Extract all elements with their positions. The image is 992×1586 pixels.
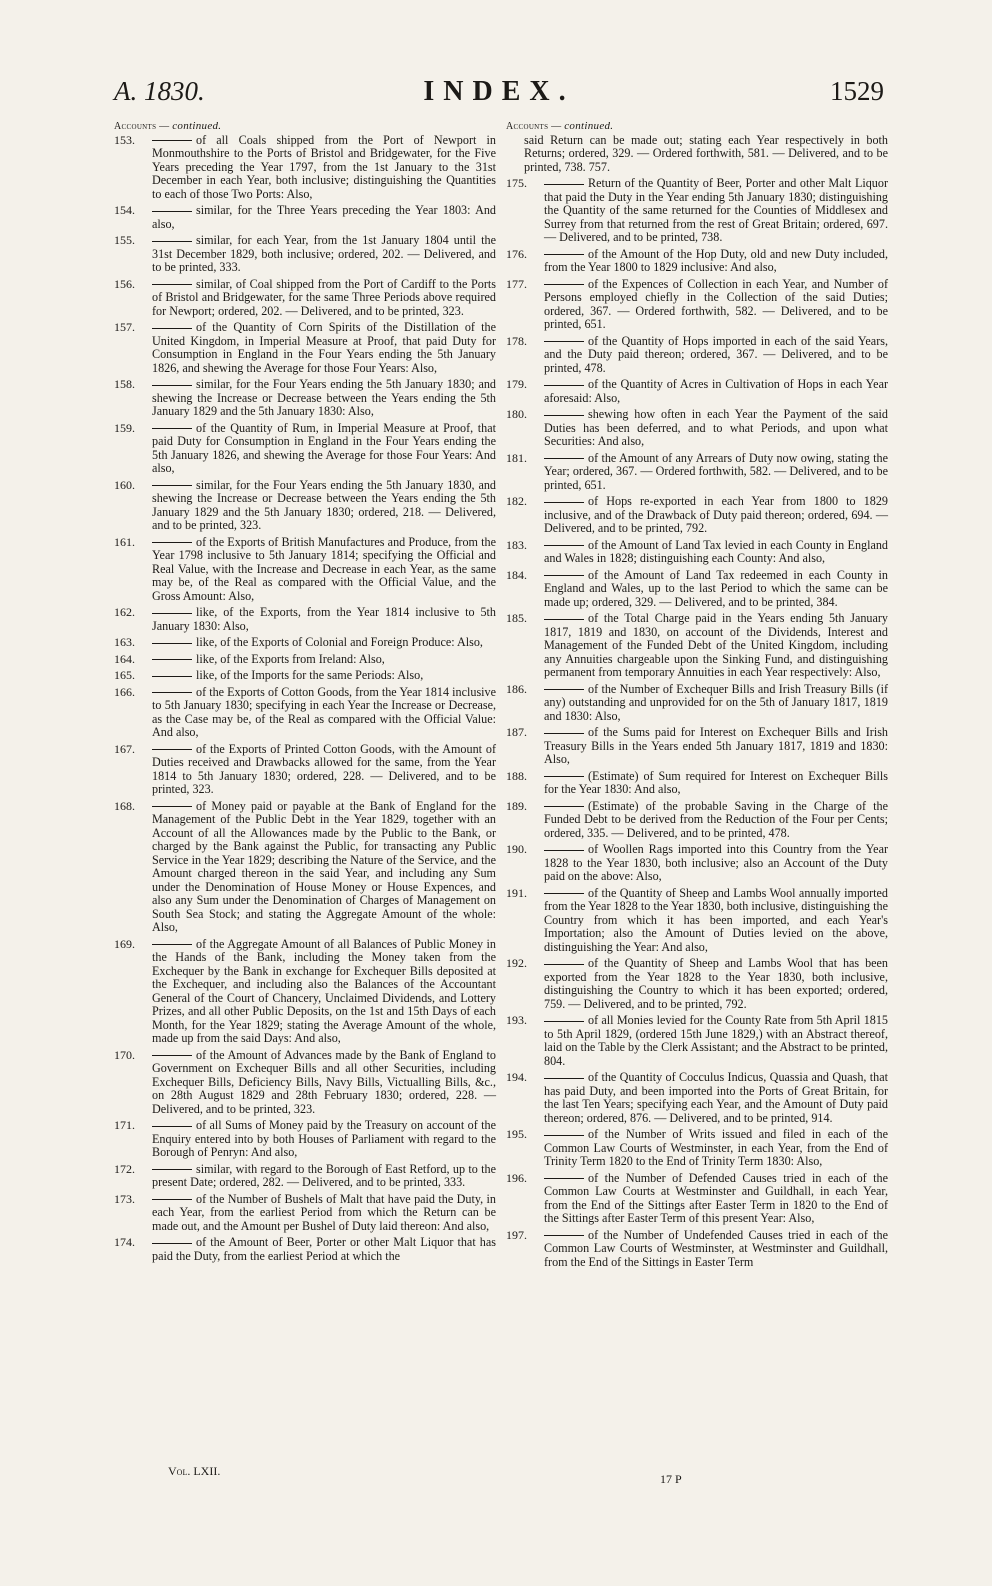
entry-number: 175.: [506, 176, 527, 190]
entry-text: [152, 686, 496, 740]
entry-number: 180.: [506, 407, 527, 421]
ditto-rule: [544, 964, 584, 965]
entry-description: of the Exports of British Manufactures and Produce, from the Year 1798 inclusive to 5th January 1814; specifying the Official and Real Value, with the Increase and Decrease in each Year, as the same may be, of the Real as compared with the Official Value, and the Gross Amount: Also,: [152, 534, 496, 603]
entry-description: similar, of Coal shipped from the Port of Cardiff to the Ports of Bristol and Bridgewater, for the same Three Periods above required for Newport; ordered, 202. — Delivered, and to be printed, 323.: [152, 276, 496, 318]
entry-description: of the Quantity of Corn Spirits of the Distillation of the United Kingdom, in Imperial Measure at Proof, that paid Duty for Consumption in England in the Four Years ending the 5th January 1826, and shewing the Average for those Four Years: Also,: [152, 320, 496, 375]
entry-description: similar, for the Three Years preceding the Year 1803: And also,: [152, 203, 496, 231]
entry-text: [544, 957, 888, 1011]
entry-text: [152, 422, 496, 476]
ditto-rule: [152, 1055, 192, 1056]
ditto-rule: [544, 502, 584, 503]
entry-number: 188.: [506, 768, 527, 783]
entry-text: [544, 726, 888, 767]
index-entry: [506, 887, 888, 955]
ditto-rule: [152, 692, 192, 693]
entry-description: of the Sums paid for Interest on Exchequer Bills and Irish Treasury Bills in the Years ended 5th January 1817, 1819 and 1830: Also,: [544, 725, 888, 766]
entry-text: [152, 800, 496, 935]
entry-number: 174.: [114, 1235, 135, 1249]
entry-number: 173.: [114, 1191, 135, 1206]
entry-description: of Woollen Rags imported into this Country from the Year 1828 to the Year 1830, both inclusive; also an Account of the Duty paid on the above: Also,: [544, 842, 888, 883]
entry-text: [152, 536, 496, 604]
entry-number: 167.: [114, 741, 135, 756]
index-entry: [506, 539, 888, 566]
ditto-rule: [152, 485, 192, 486]
entry-number: 186.: [506, 681, 527, 696]
index-entry: [114, 234, 496, 275]
index-entry: [114, 278, 496, 319]
index-entry: [114, 321, 496, 375]
entry-description: of the Quantity of Rum, in Imperial Measure at Proof, that paid Duty for Consumption in England in the Four Years ending the 5th January 1826, and shewing the Average for those Four Years: And also,: [152, 420, 496, 475]
entry-description: of the Number of Writs issued and filed in each of the Common Law Courts of Westminster, in each Year, from the End of Trinity Term 1820 to the End of Trinity Term 1830: Also,: [544, 1127, 888, 1168]
entry-number: 195.: [506, 1127, 527, 1141]
index-entry: [506, 452, 888, 493]
entry-description: of the Quantity of Cocculus Indicus, Quassia and Quash, that has paid Duty, and been imported into the Ports of Great Britain, for the last Ten Years; specifying each Year, and the Amount of Duty paid thereon; ordered, 876. — Delivered, and to be printed, 914.: [544, 1070, 888, 1125]
index-entry: [506, 770, 888, 797]
ditto-rule: [544, 1235, 584, 1236]
entry-number: 193.: [506, 1013, 527, 1027]
entry-description: like, of the Exports of Colonial and Foreign Produce: Also,: [196, 635, 483, 649]
ditto-rule: [152, 284, 192, 285]
ditto-rule: [544, 1078, 584, 1079]
index-entry: [506, 1172, 888, 1226]
entry-description: similar, for each Year, from the 1st January 1804 until the 31st December 1829, both inclusive; ordered, 202. — Delivered, and to be printed, 333.: [152, 233, 496, 274]
entry-number: 158.: [114, 377, 135, 391]
entry-description: of all Monies levied for the County Rate from 5th April 1815 to 5th April 1829, (ordered 15th June 1829,) with an Abstract thereof, laid on the Table by the Clerk Assistant; and the Abstract to be printed, 804.: [544, 1013, 888, 1068]
right-column: [506, 120, 888, 1272]
ditto-rule: [544, 733, 584, 734]
entry-text: [544, 335, 888, 376]
ditto-rule: [544, 619, 584, 620]
entry-text: [544, 887, 888, 955]
index-entry: [506, 957, 888, 1011]
entry-text: [544, 1128, 888, 1169]
entry-text: [544, 278, 888, 332]
entry-description: of the Exports of Cotton Goods, from the Year 1814 inclusive to 5th January 1830; specifying in each Year the Increase or Decrease, as the Case may be, of the Real as compared with the Official Value: And also,: [152, 684, 496, 739]
entry-description: of the Number of Undefended Causes tried in each of the Common Law Courts of Westminster, at Westminster and Guildhall, from the End of the Sittings in Easter Term: [544, 1227, 888, 1269]
entry-number: 176.: [506, 246, 527, 261]
left-column: [114, 120, 496, 1266]
entry-description: of the Amount of any Arrears of Duty now owing, stating the Year; ordered, 367. — Ordered forthwith, 582. — Delivered, and to be printed, 651.: [544, 450, 888, 492]
entry-description: (Estimate) of Sum required for Interest on Exchequer Bills for the Year 1830: And also,: [544, 768, 888, 796]
entry-description: of Money paid or payable at the Bank of England for the Management of the Public Debt in the Year 1829, together with an Account of all the Allowances made by the Public to the Bank, or charged by the Bank against the Public, for transacting any Public Service in the Year 1829; describing the Nature of the Service, and the Amount charged thereon in the said Year, and including any Sum under the Denomination of House Money or House Expences, and also any Sum under the Denomination of Charges of Management on South Sea Stock; and stating the Aggregate Amount of the whole: Also,: [152, 798, 496, 934]
entry-text: [152, 1049, 496, 1117]
entry-number: 168.: [114, 798, 135, 813]
index-entry: [506, 408, 888, 449]
index-entry: [114, 134, 496, 202]
entry-text: [544, 1172, 888, 1226]
index-entry: [114, 1193, 496, 1234]
entry-number: 172.: [114, 1161, 135, 1176]
entry-number: 160.: [114, 477, 135, 492]
ditto-rule: [152, 328, 192, 329]
index-entry: [114, 204, 496, 231]
continued-heading: Accounts — continued.: [506, 120, 614, 132]
entry-description: of Hops re-exported in each Year from 1800 to 1829 inclusive, and of the Drawback of Duty paid thereon; ordered, 694. — Delivered, and to be printed, 792.: [544, 494, 888, 535]
entry-description: of the Exports of Printed Cotton Goods, with the Amount of Duties received and Drawbacks allowed for the same, from the Year 1814 to 5th January 1830; ordered, 228. — Delivered, and to be printed, 323.: [152, 741, 496, 796]
entry-description: of the Amount of Advances made by the Bank of England to Government on Exchequer Bills and all other Securities, including Exchequer Bills, Deficiency Bills, Navy Bills, Victualling Bills, &c., on 28th August 1829 and 28th February 1830; ordered, 228. — Delivered, and to be printed, 323.: [152, 1047, 496, 1116]
ditto-rule: [544, 415, 584, 416]
entry-number: 189.: [506, 798, 527, 813]
entry-text: [544, 1014, 888, 1068]
index-entry: [114, 422, 496, 476]
entry-text: [152, 321, 496, 375]
ditto-rule: [152, 241, 192, 242]
entry-text: [544, 683, 888, 724]
index-entry: [114, 669, 496, 683]
ditto-rule: [544, 806, 584, 807]
entry-description: of the Number of Exchequer Bills and Irish Treasury Bills (if any) outstanding and unprovided for on the 5th of January 1817, 1819 and 1830: Also,: [544, 681, 888, 723]
volume-label: Vol. LXII.: [168, 1464, 221, 1478]
entry-description: of the Total Charge paid in the Years ending 5th January 1817, 1819 and 1830, on account of the Dividends, Interest and Management of the Funded Debt of the United Kingdom, including any Annuities chargeable upon the Sinking Fund, and distinguishing permanent from temporary Annuities in each Year respectively: Also,: [544, 611, 888, 679]
ditto-rule: [152, 542, 192, 543]
index-entry: [114, 1119, 496, 1160]
index-entry: [506, 1071, 888, 1125]
entry-description: of the Amount of the Hop Duty, old and new Duty included, from the Year 1800 to 1829 inclusive: And also,: [544, 246, 888, 274]
ditto-rule: [544, 575, 584, 576]
continued-heading: Accounts — continued.: [114, 120, 222, 132]
entry-text: [544, 1229, 888, 1270]
entry-number: 191.: [506, 885, 527, 900]
index-entry: [114, 1049, 496, 1117]
ditto-rule: [152, 676, 192, 677]
header-title: INDEX.: [423, 76, 575, 107]
entry-text: [152, 1163, 496, 1190]
entry-number: 179.: [506, 377, 527, 391]
entry-number: 155.: [114, 233, 135, 247]
index-entry: [114, 479, 496, 533]
entry-number: 177.: [506, 276, 527, 291]
ditto-rule: [544, 254, 584, 255]
entry-number: 181.: [506, 450, 527, 465]
entry-number: 154.: [114, 203, 135, 217]
index-entry: [506, 1014, 888, 1068]
entry-description: Return of the Quantity of Beer, Porter and other Malt Liquor that paid the Duty in the Year ending 5th January 1830; distinguishing the Quantity of the same returned for the Counties of Middlesex and Surrey from that returned from the rest of Great Britain; ordered, 697. — Delivered, and to be printed, 738.: [544, 176, 888, 244]
entry-number: 169.: [114, 936, 135, 951]
entry-text: [544, 248, 888, 275]
entry-number: 170.: [114, 1047, 135, 1062]
ditto-rule: [544, 893, 584, 894]
index-entry: [114, 743, 496, 797]
entry-number: 197.: [506, 1227, 527, 1242]
ditto-rule: [544, 385, 584, 386]
entry-text: [152, 479, 496, 533]
signature-mark: 17 P: [660, 1472, 682, 1486]
entry-text: [544, 378, 888, 405]
entry-number: 153.: [114, 132, 135, 147]
index-entry: [114, 800, 496, 935]
carry-over-text: said Return can be made out; stating each Year respectively in both Returns; ordered, 329. — Ordered forthwith, 581. — Delivered, and to be printed, 738. 757.: [524, 132, 888, 174]
entry-number: 171.: [114, 1118, 135, 1132]
entry-text: [152, 606, 496, 633]
ditto-rule: [544, 850, 584, 851]
entry-text: [152, 938, 496, 1046]
entry-number: 161.: [114, 534, 135, 549]
ditto-rule: [544, 458, 584, 459]
entry-description: similar, with regard to the Borough of East Retford, up to the present Date; ordered, 282. — Delivered, and to be printed, 333.: [152, 1161, 496, 1189]
entry-text: [152, 1193, 496, 1234]
ditto-rule: [152, 659, 192, 660]
ditto-rule: [152, 1169, 192, 1170]
index-entry: [114, 1236, 496, 1263]
index-entry: [506, 248, 888, 275]
header-year: A. 1830.: [114, 76, 205, 106]
entry-description: of the Amount of Land Tax levied in each County in England and Wales in 1828; distinguishing each County: And also,: [544, 537, 888, 565]
entry-description: of the Amount of Beer, Porter or other Malt Liquor that has paid the Duty, from the earliest Period at which the: [152, 1235, 496, 1263]
ditto-rule: [544, 184, 584, 185]
page-header: [114, 76, 884, 116]
index-entry: [114, 1163, 496, 1190]
entry-number: 183.: [506, 537, 527, 552]
index-entry: [114, 653, 496, 667]
ditto-rule: [544, 1178, 584, 1179]
entry-text: [152, 234, 496, 275]
entry-number: 182.: [506, 494, 527, 508]
entry-text: [152, 743, 496, 797]
header-page-number: 1529: [830, 76, 884, 106]
entry-number: 157.: [114, 320, 135, 334]
ditto-rule: [152, 1199, 192, 1200]
ditto-rule: [152, 1243, 192, 1244]
entry-number: 163.: [114, 635, 135, 649]
entry-number: 162.: [114, 605, 135, 619]
entry-text: [152, 636, 496, 650]
ditto-rule: [152, 140, 192, 141]
index-entry: [506, 278, 888, 332]
entry-description: like, of the Exports, from the Year 1814 inclusive to 5th January 1830: Also,: [152, 605, 496, 633]
entry-text: [152, 653, 496, 667]
entry-text: [152, 669, 496, 683]
entry-description: of the Quantity of Hops imported in each of the said Years, and the Duty paid thereon; ordered, 367. — Delivered, and to be printed, 478.: [544, 333, 888, 375]
ditto-rule: [544, 689, 584, 690]
entry-text: [152, 278, 496, 319]
index-entry: [114, 536, 496, 604]
entry-number: 164.: [114, 651, 135, 666]
ditto-rule: [152, 944, 192, 945]
entry-description: similar, for the Four Years ending the 5th January 1830, and shewing the Increase or Decrease between the Years ending the 5th January 1829 and the 5th January 1830; ordered, 218. — Delivered, and to be printed, 323.: [152, 477, 496, 532]
ditto-rule: [152, 211, 192, 212]
entry-number: 185.: [506, 611, 527, 625]
entry-number: 190.: [506, 842, 527, 856]
entry-number: 192.: [506, 956, 527, 970]
entry-text: [544, 177, 888, 245]
index-entry: [506, 378, 888, 405]
ditto-rule: [544, 284, 584, 285]
entry-number: 159.: [114, 420, 135, 435]
ditto-rule: [544, 776, 584, 777]
index-entry: [506, 800, 888, 841]
entry-description: of the Number of Bushels of Malt that have paid the Duty, in each Year, from the earliest Period from which the Return can be made out, and the Amount per Bushel of Duty laid thereon: And also,: [152, 1191, 496, 1233]
entry-description: of the Quantity of Sheep and Lambs Wool annually imported from the Year 1828 to the Year 1830, both inclusive, distinguishing the Country from which it has been imported, and each Year's Importation; also the Amount of Duties levied on the above, distinguishing the Year: And also,: [544, 885, 888, 954]
entry-description: of the Aggregate Amount of all Balances of Public Money in the Hands of the Bank, including the Money taken from the Exchequer by the Bank in exchange for Exchequer Bills deposited at the Exchequer, and including also the Balances of the Accountant General of the Court of Chancery, Unclaimed Dividends, and Lottery Prizes, and all other Public Deposits, on the 1st and 15th Days of each Month, for the Year 1829; stating the Average Amount of the whole, made up from the said Days: And also,: [152, 936, 496, 1045]
entry-text: [544, 408, 888, 449]
entry-description: of the Quantity of Sheep and Lambs Wool that has been exported from the Year 1828 to the Year 1830, both inclusive, distinguishing the Country to which it has been exported; ordered, 759. — Delivered, and to be printed, 792.: [544, 956, 888, 1011]
entry-text: [152, 378, 496, 419]
entry-text: [544, 800, 888, 841]
entry-text: [544, 612, 888, 680]
index-entry: [506, 1128, 888, 1169]
entry-text: [544, 569, 888, 610]
index-entry: [506, 683, 888, 724]
entry-description: of the Quantity of Acres in Cultivation of Hops in each Year aforesaid: Also,: [544, 377, 888, 405]
entry-description: of the Amount of Land Tax redeemed in each County in England and Wales, up to the last Period to which the same can be made up; ordered, 329. — Delivered, and to be printed, 384.: [544, 567, 888, 609]
entry-description: like, of the Exports from Ireland: Also,: [196, 651, 385, 666]
entry-text: [544, 843, 888, 884]
entry-text: [544, 1071, 888, 1125]
ditto-rule: [544, 341, 584, 342]
index-entry: [506, 569, 888, 610]
ditto-rule: [152, 749, 192, 750]
index-entry: [114, 938, 496, 1046]
entry-text: [544, 539, 888, 566]
ditto-rule: [544, 1135, 584, 1136]
entry-text: [152, 1236, 496, 1263]
entry-number: 196.: [506, 1170, 527, 1185]
entry-number: 156.: [114, 276, 135, 291]
entry-description: of the Expences of Collection in each Year, and Number of Persons employed chiefly in the Collection of the said Duties; ordered, 367. — Ordered forthwith, 582. — Delivered, and to be printed, 651.: [544, 276, 888, 331]
index-entry: [114, 686, 496, 740]
index-entry: [506, 335, 888, 376]
ditto-rule: [152, 643, 192, 644]
entry-description: of the Number of Defended Causes tried in each of the Common Law Courts at Westminster and Guildhall, in each Year, from the End of the Sittings after Easter Term in 1820 to the End of the Sittings after Easter Term of this present Year: Also,: [544, 1170, 888, 1225]
entry-description: of all Coals shipped from the Port of Newport in Monmouthshire to the Ports of Bristol and Bridgewater, for the Five Years preceding the Year 1797, from the 1st January to the 31st December in each Year, both inclusive; distinguishing the Quantities to each of those Two Ports: Also,: [152, 132, 496, 201]
index-entry: [506, 1229, 888, 1270]
entry-description: (Estimate) of the probable Saving in the Charge of the Funded Debt to be derived from the Reduction of the Four per Cents; ordered, 335. — Delivered, and to be printed, 478.: [544, 798, 888, 840]
ditto-rule: [544, 1021, 584, 1022]
index-entry: [506, 843, 888, 884]
index-entry: [506, 612, 888, 680]
entry-description: like, of the Imports for the same Periods: Also,: [196, 668, 424, 682]
entry-number: 165.: [114, 668, 135, 682]
ditto-rule: [152, 385, 192, 386]
index-entry: [506, 726, 888, 767]
entry-text: [152, 204, 496, 231]
index-entry: [114, 378, 496, 419]
entry-text: [544, 495, 888, 536]
ditto-rule: [152, 1126, 192, 1127]
entry-text: [152, 134, 496, 202]
entry-description: of all Sums of Money paid by the Treasury on account of the Enquiry entered into by both Houses of Parliament with regard to the Borough of Penryn: And also,: [152, 1118, 496, 1159]
entry-text: [544, 770, 888, 797]
entry-description: similar, for the Four Years ending the 5th January 1830; and shewing the Increase or Decrease between the Years ending the 5th January 1829 and the 5th January 1830: Also,: [152, 377, 496, 418]
entry-text: [152, 1119, 496, 1160]
entry-number: 166.: [114, 684, 135, 699]
index-entry: [506, 177, 888, 245]
entry-number: 178.: [506, 333, 527, 348]
entry-text: [544, 452, 888, 493]
index-entry: [114, 636, 496, 650]
ditto-rule: [152, 806, 192, 807]
ditto-rule: [152, 613, 192, 614]
index-entry: [506, 495, 888, 536]
entry-number: 194.: [506, 1070, 527, 1084]
entry-number: 187.: [506, 725, 527, 739]
index-entry: [114, 606, 496, 633]
ditto-rule: [544, 545, 584, 546]
ditto-rule: [152, 428, 192, 429]
entry-number: 184.: [506, 567, 527, 582]
entry-description: shewing how often in each Year the Payment of the said Duties has been deferred, and to what Periods, and upon what Securities: And also,: [544, 407, 888, 448]
